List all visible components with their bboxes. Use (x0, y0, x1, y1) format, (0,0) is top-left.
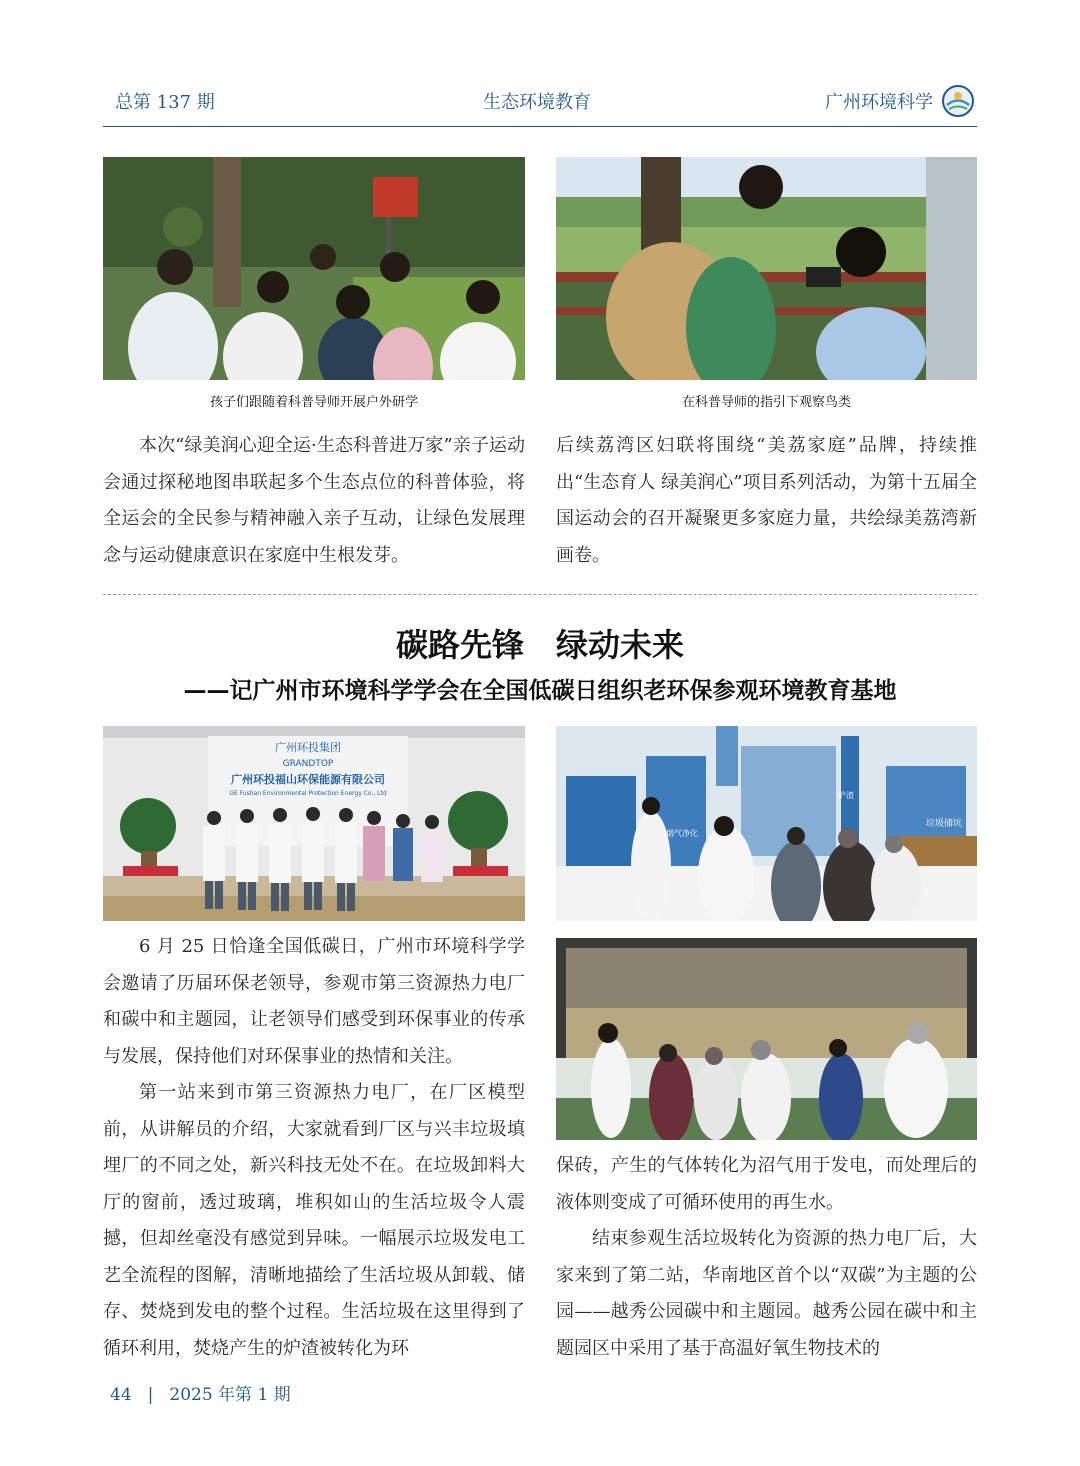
photo-bird-watching (556, 157, 977, 380)
caption-bird-watching: 在科普导师的指引下观察鸟类 (681, 395, 851, 410)
model-label-flue: 烟气净化 (666, 829, 698, 838)
header-journal-name: 广州环境科学 (825, 92, 933, 113)
sign-line2: GRANDTOP (282, 759, 334, 769)
sign-line1: 广州环投集团 (275, 741, 341, 754)
footer-issue: 2025 年第 1 期 (169, 1385, 291, 1405)
article2-right-paragraph-2: 结束参观生活垃圾转化为资源的热力电厂后，大家来到了第二站，华南地区首个以“双碳”为主题的公园——越秀公园碳中和主题园。越秀公园在碳中和主题园区中采用了基于高温好氧生物技术的 (556, 1228, 977, 1359)
photo-waste-pit (556, 938, 977, 1140)
section-divider (103, 594, 977, 595)
article1-right-paragraph: 后续荔湾区妇联将围绕“美荔家庭”品牌，持续推出“生态育人 绿美润心”项目系列活动，为第十五届全国运动会的召开凝聚更多家庭力量，共绘绿美荔湾新画卷。 (556, 435, 977, 566)
footer-separator: | (147, 1385, 154, 1405)
page-number: 44 (110, 1385, 132, 1405)
page-header (103, 88, 977, 118)
sign-line4: GE Fushan Environmental Protection Energy Co., Ltd (229, 790, 387, 797)
header-rule (103, 126, 977, 127)
article2-right-paragraph-1: 保砖，产生的气体转化为沼气用于发电，而处理后的液体则变成了可循环使用的再生水。 (556, 1155, 977, 1213)
header-issue-number: 总第 137 期 (115, 92, 215, 113)
article1-left-paragraph: 本次“绿美润心迎全运·生态科普进万家”亲子运动会通过探秘地图串联起多个生态点位的科普体验，将全运会的全民参与精神融入亲子互动，让绿色发展理念与运动健康意识在家庭中生根发芽。 (103, 435, 525, 566)
model-label-slag: 炉渣 (838, 791, 854, 800)
article2-left-paragraph-2: 第一站来到市第三资源热力电厂，在厂区模型前，从讲解员的介绍，大家就看到厂区与兴丰垃圾填埋厂的不同之处，新兴科技无处不在。在垃圾卸料大厅的窗前，透过玻璃，堆积如山的生活垃圾令人震撼，但却丝毫没有感觉到异味。一幅展示垃圾发电工艺全流程的图解，清晰地描绘了生活垃圾从卸载、储存、焚烧到发电的整个过程。生活垃圾在这里得到了循环利用，焚烧产生的炉渣被转化为环 (103, 1082, 525, 1359)
article2-left-paragraph-1: 6 月 25 日恰逢全国低碳日，广州市环境科学学会邀请了历届环保老领导，参观市第三资源热力电厂和碳中和主题园，让老领导们感受到环保事业的传承与发展，保持他们对环保事业的热情和关注。 (103, 936, 525, 1067)
photo-kids-outdoor (103, 157, 525, 380)
article2-subtitle: ——记广州市环境科学学会在全国低碳日组织老环保参观环境教育基地 (183, 678, 897, 704)
page-footer (110, 1380, 291, 1405)
header-column-name: 生态环境教育 (483, 92, 591, 113)
model-label-pit: 垃圾储坑 (926, 819, 963, 829)
photo-company-lobby (103, 726, 525, 921)
sign-line3: 广州环投福山环保能源有限公司 (231, 773, 385, 786)
article2-title: 碳路先锋 绿动未来 (395, 626, 684, 664)
journal-logo-icon (941, 84, 975, 118)
photo-plant-model (556, 726, 977, 921)
caption-kids-outdoor: 孩子们跟随着科普导师开展户外研学 (209, 395, 418, 410)
